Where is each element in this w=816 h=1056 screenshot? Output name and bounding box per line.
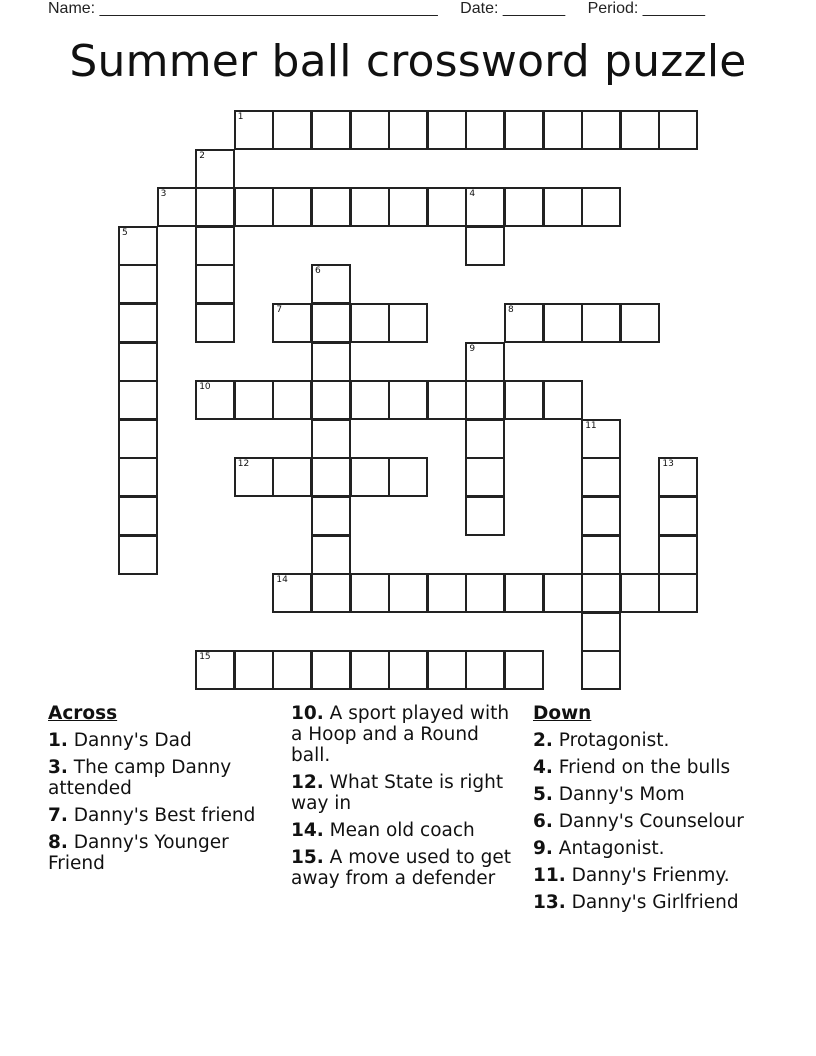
grid-cell[interactable] [388, 457, 428, 497]
grid-cell[interactable] [427, 650, 467, 690]
clue-item-text: Danny's Best friend [73, 805, 256, 826]
clue-item-text: Danny's Frienmy. [571, 865, 730, 886]
grid-cell[interactable] [581, 496, 621, 536]
grid-cell[interactable] [195, 187, 235, 227]
grid-cell[interactable] [118, 496, 158, 536]
clue-item-text: Danny's Girlfriend [571, 892, 739, 913]
grid-cell[interactable] [581, 650, 621, 690]
grid-cell[interactable] [465, 226, 505, 266]
clue-item-number: 2. [533, 730, 553, 751]
clue-item-text: A sport played with a Hoop and a Round ball. [291, 703, 510, 766]
clue-item-number: 11. [533, 865, 566, 886]
grid-cell[interactable] [427, 187, 467, 227]
grid-cell[interactable] [195, 650, 235, 690]
clue-item-number: 12. [291, 772, 324, 793]
grid-cell[interactable] [118, 457, 158, 497]
grid-cell[interactable] [581, 419, 621, 459]
grid-cell[interactable] [658, 457, 698, 497]
clue-number: 5 [122, 227, 128, 238]
grid-cell[interactable] [581, 573, 621, 613]
grid-cell[interactable] [388, 187, 428, 227]
grid-cell[interactable] [118, 264, 158, 304]
grid-cell[interactable] [465, 419, 505, 459]
grid-cell[interactable] [427, 110, 467, 150]
clue-item-text: Danny's Counselour [558, 811, 744, 832]
clue-item [533, 811, 773, 832]
grid-cell[interactable] [388, 650, 428, 690]
across-heading: Across [48, 703, 118, 724]
grid-cell[interactable] [388, 573, 428, 613]
grid-cell[interactable] [195, 380, 235, 420]
grid-cell[interactable] [118, 226, 158, 266]
clue-item [48, 757, 270, 799]
clue-item-text: Mean old coach [329, 820, 475, 841]
grid-cell[interactable] [118, 380, 158, 420]
grid-cell[interactable] [543, 303, 583, 343]
grid-cell[interactable] [388, 303, 428, 343]
grid-cell[interactable] [427, 380, 467, 420]
grid-cell[interactable] [581, 612, 621, 652]
grid-cell[interactable] [543, 110, 583, 150]
grid-cell[interactable] [272, 380, 312, 420]
clue-item-number: 10. [291, 703, 324, 724]
grid-cell[interactable] [350, 573, 390, 613]
period-field-label: Period: _______ [587, 0, 706, 17]
clue-number: 4 [469, 189, 476, 200]
grid-cell[interactable] [543, 380, 583, 420]
grid-cell[interactable] [350, 303, 390, 343]
grid-cell[interactable] [311, 342, 351, 382]
clue-item-text: Danny's Younger Friend [48, 832, 229, 874]
grid-cell[interactable] [388, 110, 428, 150]
grid-cell[interactable] [465, 380, 505, 420]
grid-cell[interactable] [581, 303, 621, 343]
clue-item-number: 1. [48, 730, 68, 751]
clue-item-text: Danny's Mom [558, 784, 685, 805]
clue-item-number: 3. [48, 757, 68, 778]
grid-cell[interactable] [311, 187, 351, 227]
grid-cell[interactable] [195, 303, 235, 343]
grid-cell[interactable] [118, 535, 158, 575]
grid-cell[interactable] [658, 496, 698, 536]
clue-item-number: 15. [291, 847, 324, 868]
grid-cell[interactable] [581, 187, 621, 227]
grid-cell[interactable] [234, 650, 274, 690]
grid-cell[interactable] [311, 380, 351, 420]
grid-cell[interactable] [465, 342, 505, 382]
date-field-label: Date: _______ [460, 0, 566, 17]
grid-cell[interactable] [272, 187, 312, 227]
grid-cell[interactable] [311, 110, 351, 150]
grid-cell[interactable] [272, 457, 312, 497]
clue-item [533, 730, 773, 751]
clue-number: 7 [276, 305, 283, 315]
grid-cell[interactable] [311, 573, 351, 613]
grid-cell[interactable] [311, 535, 351, 575]
clue-number: 8 [508, 305, 514, 315]
grid-cell[interactable] [658, 535, 698, 575]
grid-cell[interactable] [311, 419, 351, 459]
grid-cell[interactable] [311, 264, 351, 304]
grid-cell[interactable] [581, 110, 621, 150]
clue-item-number: 7. [48, 805, 68, 826]
grid-cell[interactable] [311, 496, 351, 536]
grid-cell[interactable] [118, 419, 158, 459]
clue-item [48, 805, 270, 826]
grid-cell[interactable] [504, 573, 544, 613]
clue-number: 12 [237, 459, 250, 470]
clue-item-number: 5. [533, 784, 553, 805]
grid-cell[interactable] [504, 380, 544, 420]
grid-cell[interactable] [350, 457, 390, 497]
grid-cell[interactable] [234, 110, 274, 150]
clue-number: 2 [199, 150, 205, 161]
clue-item-number: 8. [48, 832, 68, 853]
clue-item-text: What State is right way in [291, 772, 504, 814]
clue-item [291, 820, 513, 841]
grid-cell[interactable] [272, 573, 312, 613]
clue-item [291, 847, 513, 889]
clue-item-number: 6. [533, 811, 553, 832]
grid-cell[interactable] [465, 496, 505, 536]
across-clues-column-1 [48, 703, 270, 880]
grid-cell[interactable] [311, 650, 351, 690]
grid-cell[interactable] [465, 110, 505, 150]
grid-cell[interactable] [388, 380, 428, 420]
grid-cell[interactable] [620, 303, 660, 343]
clue-number: 1 [237, 112, 244, 122]
grid-cell[interactable] [427, 573, 467, 613]
clue-item [533, 838, 773, 859]
grid-cell[interactable] [195, 226, 235, 266]
grid-cell[interactable] [272, 650, 312, 690]
grid-cell[interactable] [234, 187, 274, 227]
puzzle-title: Summer ball crossword puzzle [69, 36, 747, 87]
grid-cell[interactable] [350, 110, 390, 150]
grid-cell[interactable] [195, 264, 235, 304]
grid-cell[interactable] [350, 187, 390, 227]
clue-item-text: Protagonist. [558, 730, 670, 751]
across-clues-column-2 [291, 703, 513, 895]
grid-cell[interactable] [504, 303, 544, 343]
clue-number: 14 [276, 575, 288, 586]
grid-cell[interactable] [234, 457, 274, 497]
grid-cell[interactable] [465, 187, 505, 227]
grid-cell[interactable] [620, 573, 660, 613]
clue-item-number: 14. [291, 820, 324, 841]
clue-item-text: Danny's Dad [73, 730, 192, 751]
down-clues-column [533, 703, 773, 919]
clue-number: 3 [160, 189, 167, 200]
grid-cell[interactable] [157, 187, 197, 227]
grid-cell[interactable] [504, 650, 544, 690]
clue-number: 9 [469, 343, 476, 354]
clue-item-text: Antagonist. [558, 838, 665, 859]
clue-item [48, 832, 270, 874]
grid-cell[interactable] [234, 380, 274, 420]
clue-number: 6 [315, 266, 321, 277]
clue-item [48, 730, 270, 751]
grid-cell[interactable] [465, 573, 505, 613]
grid-cell[interactable] [581, 535, 621, 575]
clue-item [533, 892, 773, 913]
grid-cell[interactable] [465, 457, 505, 497]
clue-item [533, 757, 773, 778]
clue-item-text: Friend on the bulls [558, 757, 731, 778]
clue-item [291, 772, 513, 814]
grid-cell[interactable] [504, 110, 544, 150]
down-heading: Down [533, 703, 592, 724]
clue-item-number: 13. [533, 892, 566, 913]
grid-cell[interactable] [118, 342, 158, 382]
grid-cell[interactable] [543, 187, 583, 227]
clue-number: 11 [585, 420, 597, 431]
clue-item-number: 4. [533, 757, 553, 778]
clue-item-text: The camp Danny attended [48, 757, 232, 799]
grid-cell[interactable] [658, 110, 698, 150]
grid-cell[interactable] [543, 573, 583, 613]
grid-cell[interactable] [581, 457, 621, 497]
clue-number: 10 [199, 382, 211, 393]
grid-cell[interactable] [504, 187, 544, 227]
grid-cell[interactable] [465, 650, 505, 690]
grid-cell[interactable] [311, 457, 351, 497]
grid-cell[interactable] [118, 303, 158, 343]
clue-item [533, 865, 773, 886]
clue-number: 15 [199, 652, 211, 663]
grid-cell[interactable] [195, 149, 235, 189]
name-field-label: Name: ______________________________________ [48, 0, 438, 17]
grid-cell[interactable] [311, 303, 351, 343]
grid-cell[interactable] [272, 303, 312, 343]
grid-cell[interactable] [350, 380, 390, 420]
clue-item [533, 784, 773, 805]
grid-cell[interactable] [350, 650, 390, 690]
clue-item-number: 9. [533, 838, 553, 859]
grid-cell[interactable] [272, 110, 312, 150]
grid-cell[interactable] [658, 573, 698, 613]
clue-number: 13 [662, 459, 674, 470]
grid-cell[interactable] [620, 110, 660, 150]
clue-item-text: A move used to get away from a defender [291, 847, 511, 889]
clue-item [291, 703, 513, 766]
